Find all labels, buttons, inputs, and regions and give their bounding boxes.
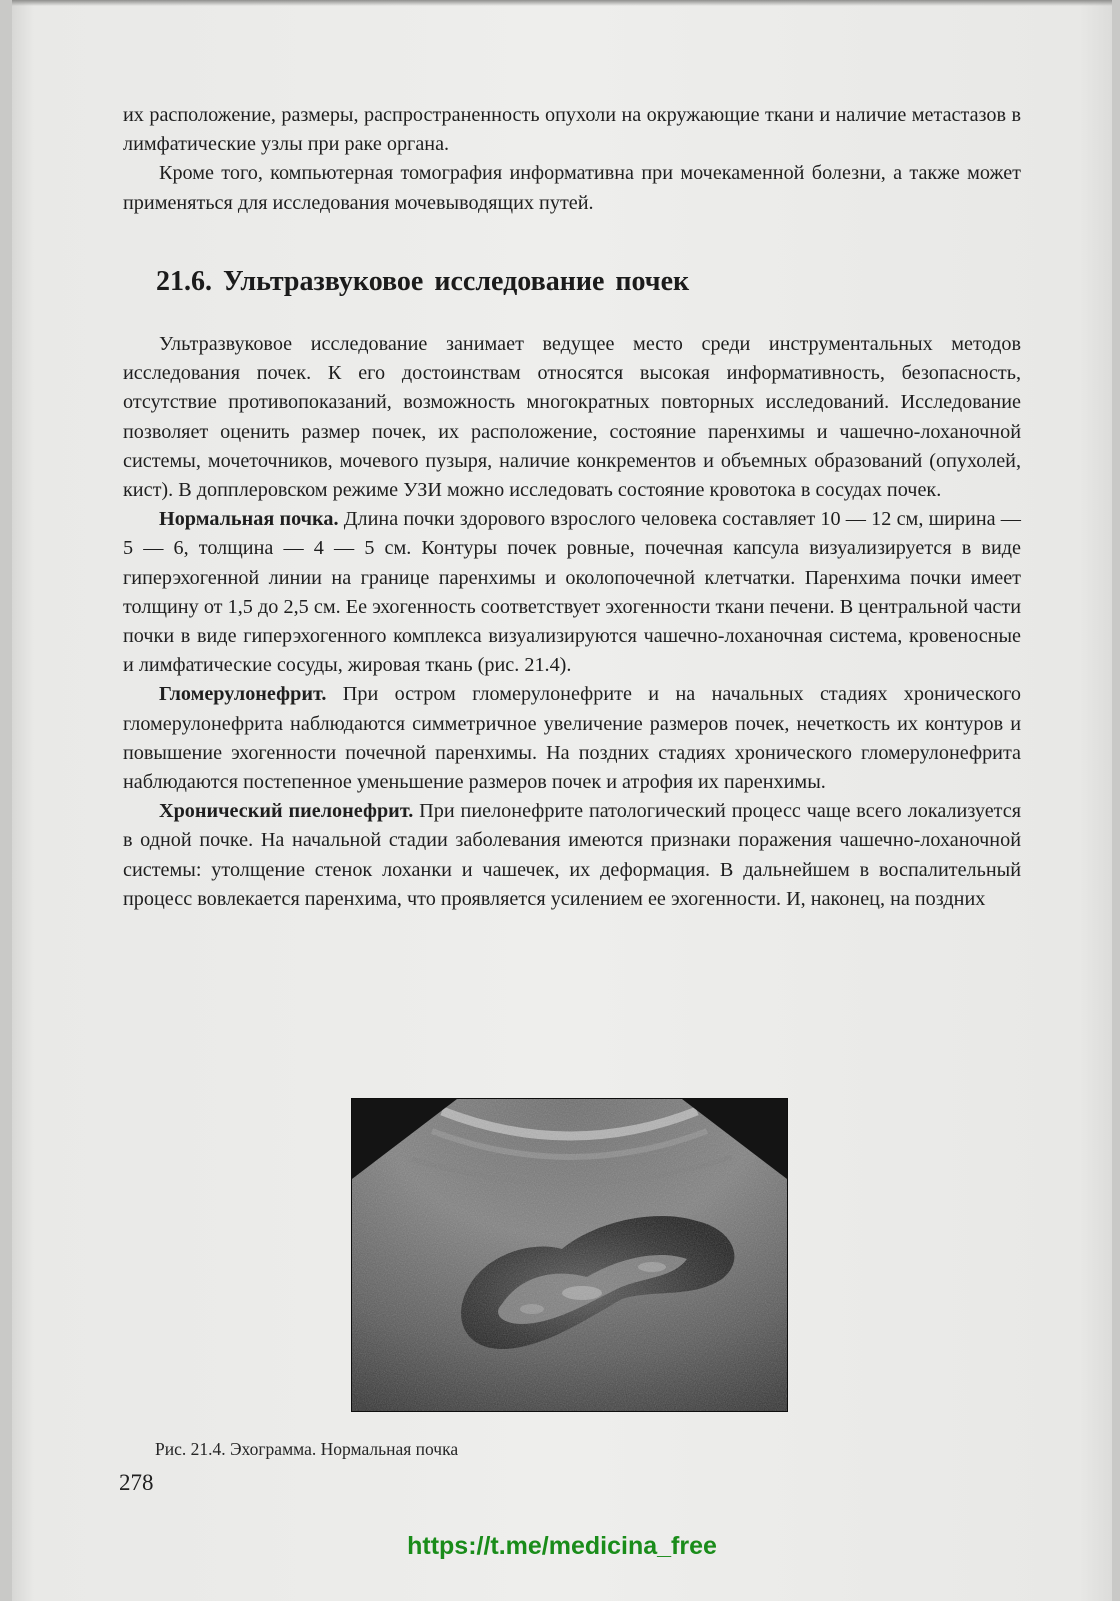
continuation-text [123,101,1021,218]
pyelonephritis-paragraph [123,797,1021,914]
page-top-shadow [12,0,1112,6]
ct-paragraph: Кроме того, компьютерная томография информативна при мочекаменной болезни, а также может применяться для исследования мочевыводящих путей. [123,162,1021,214]
intro-paragraph: Ультразвуковое исследование занимает ведущее место среди инструментальных методов исследования почек. К его достоинствам относятся высокая информативность, безопасность, отсутствие противопоказаний, возможность многократных повторных исследований. Исследование позволяет оценить размер почек, их расположение, состояние паренхимы и чашечно-лоханочной системы, мочеточников, мочевого пузыря, наличие конкрементов и объемных образований (опухолей, кист). В допплеровском режиме УЗИ можно исследовать состояние кровотока в сосудах почек. [123,333,1021,502]
figure-caption: Рис. 21.4. Эхограмма. Нормальная почка [155,1439,459,1459]
scan-sector [352,1099,787,1411]
normal-kidney-term: Нормальная почка. [159,508,339,531]
glomerulonephritis-text: При остром гломерулонефрите и на начальных стадиях хронического гломерулонефрита наблюдаются симметричное увеличение размеров почек, нечеткость их контуров и повышение эхогенности почечной паренхимы. На поздних стадиях хронического гломерулонефрита наблюдаются постепенное уменьшение размеров почек и атрофия их паренхимы. [123,683,1021,794]
book-page [12,0,1112,1601]
normal-kidney-paragraph [123,505,1021,680]
ultrasound-figure [351,1098,788,1412]
section-heading: 21.6. Ультразвуковое исследование почек [156,266,690,297]
normal-kidney-text: Длина почки здорового взрослого человека составляет 10 — 12 см, ширина — 5 — 6, толщина — 4 — 5 см. Контуры почек ровные, почечная капсула визуализируется в виде гиперэхогенной линии на границе паренхимы и околопочечной клетчатки. Паренхима почки имеет толщину от 1,5 до 2,5 см. Ее эхогенность соответствует эхогенности ткани печени. В центральной части почки в виде гиперэхогенного комплекса визуализируются чашечно-лоханочная система, кровеносные и лимфатические сосуды, жировая ткань (рис. 21.4). [123,508,1021,677]
glomerulonephritis-paragraph [123,680,1021,797]
section-body [123,330,1021,914]
continuation-paragraph: их расположение, размеры, распространенность опухоли на окружающие ткани и наличие метастазов в лимфатические узлы при раке органа. [123,104,1021,156]
glomerulonephritis-term: Гломерулонефрит. [159,683,327,706]
pyelonephritis-term: Хронический пиелонефрит. [159,800,414,823]
watermark-link[interactable]: https://t.me/medicina_free [407,1532,717,1560]
page-number: 278 [119,1470,154,1495]
pyelonephritis-text: При пиелонефрите патологический процесс чаще всего локализуется в одной почке. На начальной стадии заболевания имеются признаки поражения чашечно-лоханочной системы: утолщение стенок лоханки и чашечек, их деформация. В дальнейшем в воспалительный процесс вовлекается паренхима, что проявляется усилением ее эхогенности. И, наконец, на поздних [123,800,1021,910]
echogram-image [352,1099,787,1411]
